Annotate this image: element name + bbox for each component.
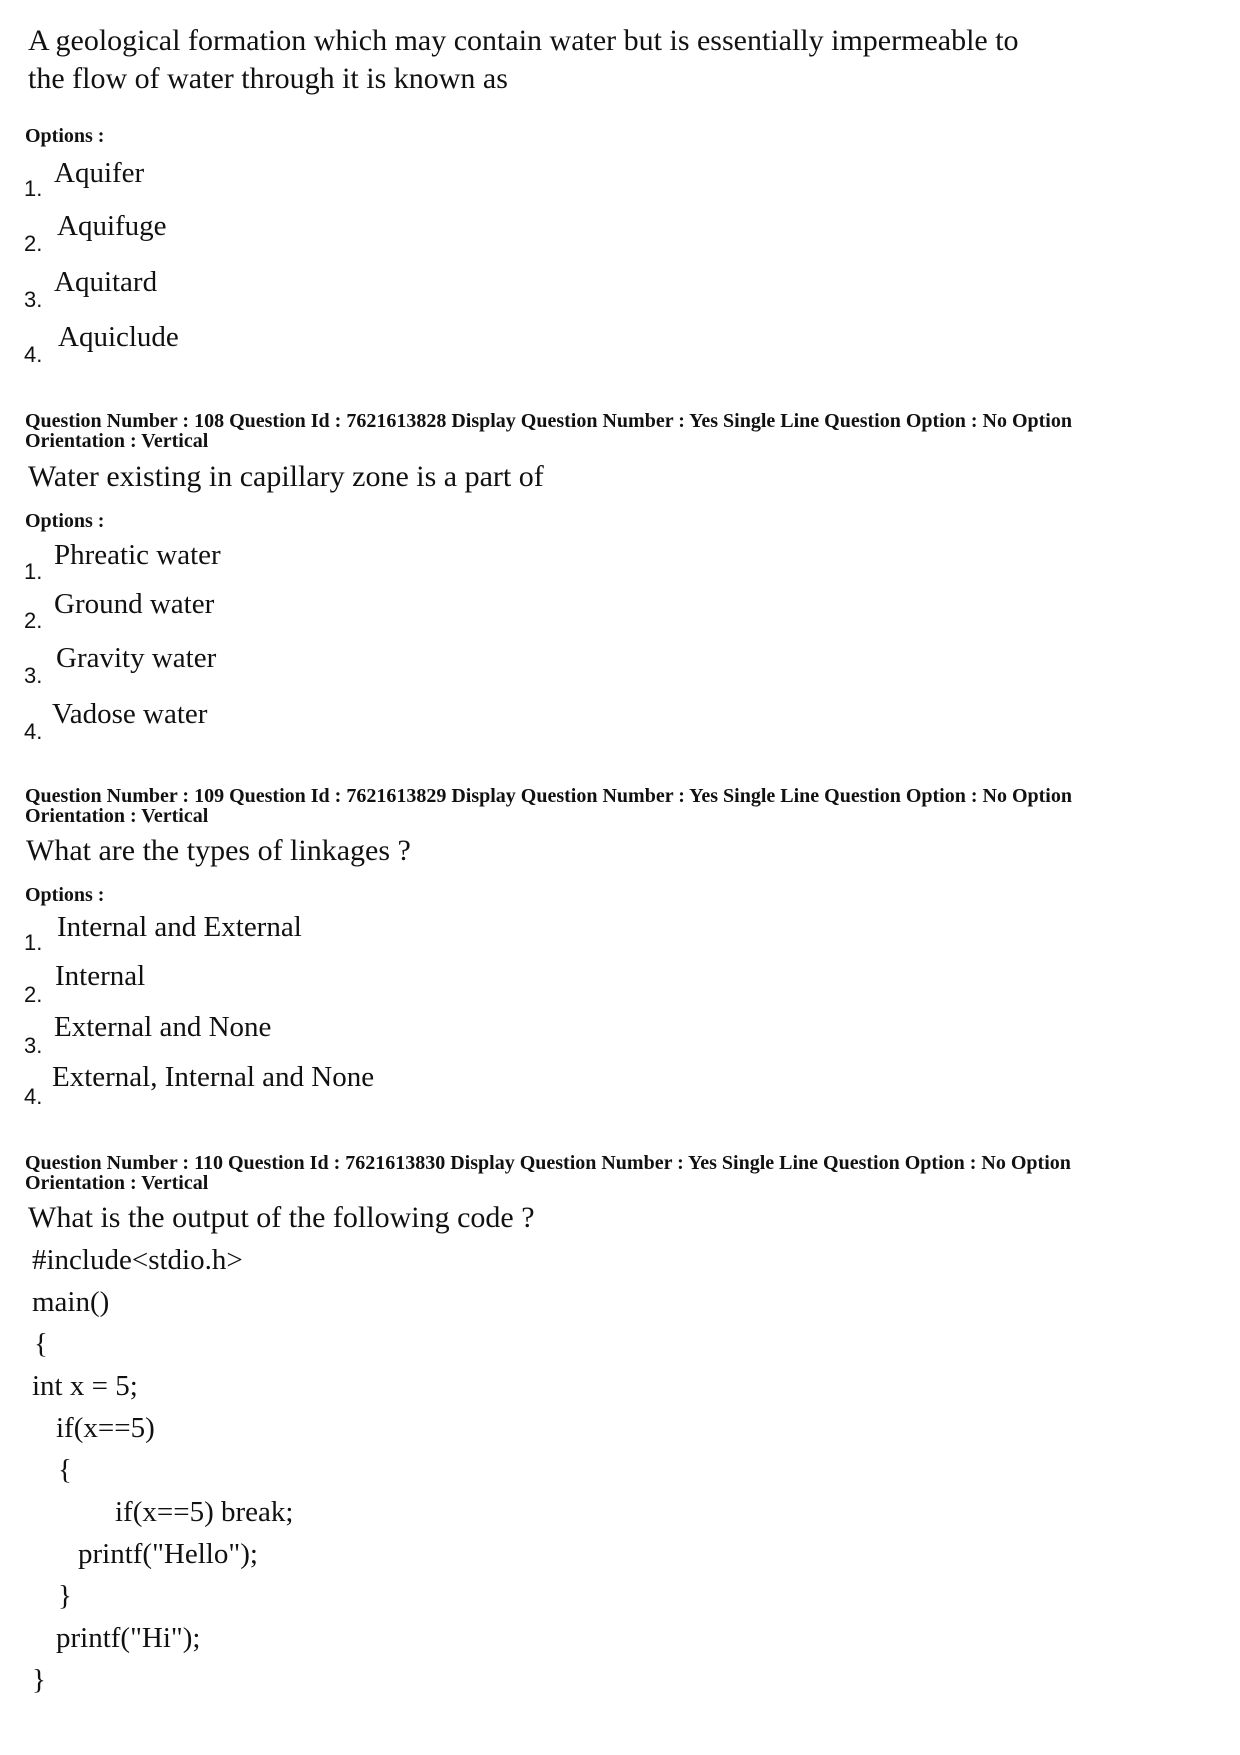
q109-option-2-number: 2.: [24, 982, 43, 1007]
q108-option-4-number: 4.: [24, 719, 43, 744]
q109-meta-line2: Orientation : Vertical: [25, 805, 209, 827]
q108-option-4-text: Vadose water: [52, 698, 208, 730]
code-line: if(x==5): [56, 1412, 155, 1444]
q107-option-3-number: 3.: [24, 287, 43, 312]
code-line: #include<stdio.h>: [32, 1244, 243, 1276]
q108-meta-line2: Orientation : Vertical: [25, 430, 209, 452]
code-line: if(x==5) break;: [115, 1496, 294, 1528]
q109-option-1-number: 1.: [24, 930, 43, 955]
q108-options-label: Options :: [25, 510, 105, 532]
q110-meta-line2: Orientation : Vertical: [25, 1172, 209, 1194]
q109-option-2-text: Internal: [55, 960, 146, 992]
q107-option-1-number: 1.: [24, 176, 43, 201]
q109-question-text: What are the types of linkages ?: [26, 834, 411, 867]
q107-option-4-number: 4.: [24, 342, 43, 367]
q107-option-4-text: Aquiclude: [58, 321, 179, 353]
q110-meta-line1: Question Number : 110 Question Id : 7621613830 Display Question Number : Yes Single Line Question Option : No Option: [25, 1152, 1071, 1174]
q109-option-3-number: 3.: [24, 1033, 43, 1058]
q109-options-label: Options :: [25, 884, 105, 906]
q110-question-text: What is the output of the following code ?: [28, 1201, 535, 1234]
code-line: printf("Hello");: [78, 1538, 258, 1570]
q109-option-3-text: External and None: [54, 1011, 272, 1043]
q108-question-text: Water existing in capillary zone is a part of: [28, 460, 544, 493]
code-line: int x = 5;: [32, 1370, 138, 1402]
q108-meta-line1: Question Number : 108 Question Id : 7621613828 Display Question Number : Yes Single Line Question Option : No Option: [25, 410, 1072, 432]
q108-option-3-number: 3.: [24, 663, 43, 688]
q108-option-1-text: Phreatic water: [54, 539, 221, 571]
q107-option-2-text: Aquifuge: [57, 210, 167, 242]
code-line: printf("Hi");: [56, 1622, 201, 1654]
q109-option-1-text: Internal and External: [57, 911, 302, 943]
q108-option-2-number: 2.: [24, 608, 43, 633]
q107-text-line2: the flow of water through it is known as: [28, 62, 508, 95]
q107-option-2-number: 2.: [24, 231, 43, 256]
q108-option-2-text: Ground water: [54, 588, 215, 620]
code-line: {: [34, 1328, 48, 1360]
code-line: main(): [32, 1286, 110, 1318]
q108-option-1-number: 1.: [24, 559, 43, 584]
q107-option-3-text: Aquitard: [54, 266, 158, 298]
q107-option-1-text: Aquifer: [54, 157, 145, 189]
q109-option-4-text: External, Internal and None: [52, 1061, 375, 1093]
code-line: }: [58, 1580, 72, 1612]
q107-options-label: Options :: [25, 125, 105, 147]
code-line: {: [58, 1454, 72, 1486]
q108-option-3-text: Gravity water: [56, 642, 217, 674]
q109-option-4-number: 4.: [24, 1084, 43, 1109]
q107-text-line1: A geological formation which may contain water but is essentially impermeable to: [28, 24, 1019, 57]
q109-meta-line1: Question Number : 109 Question Id : 7621613829 Display Question Number : Yes Single Line Question Option : No Option: [25, 785, 1072, 807]
code-line: }: [32, 1664, 46, 1696]
